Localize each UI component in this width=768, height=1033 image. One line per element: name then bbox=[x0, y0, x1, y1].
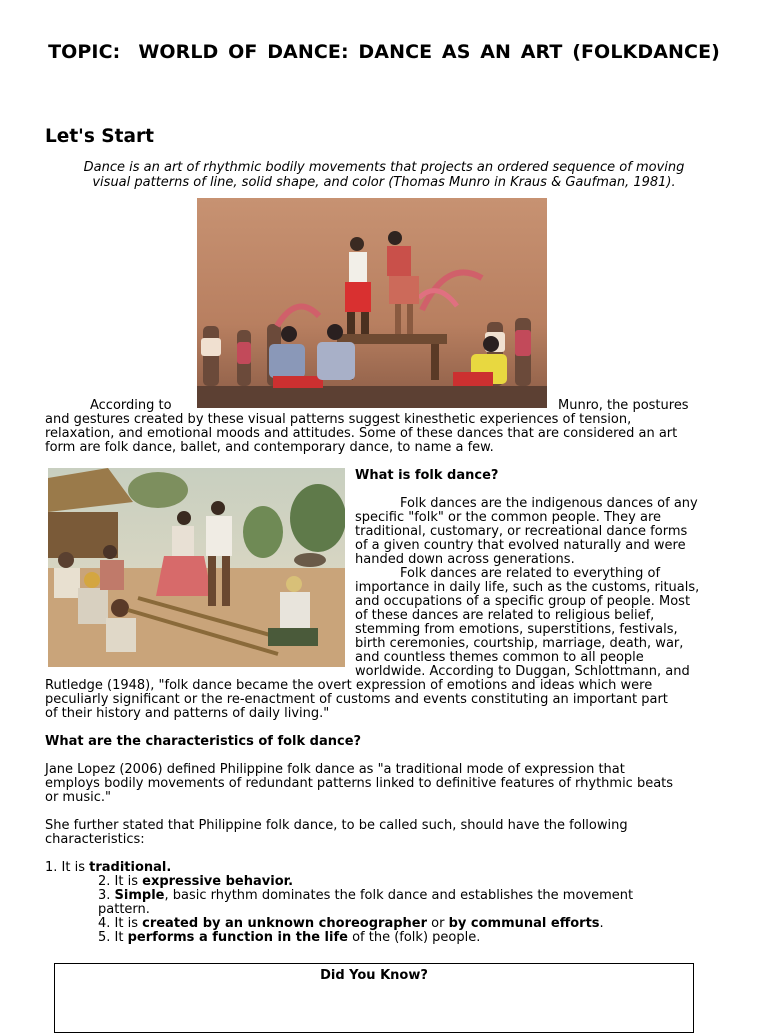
lopez-line: or music." bbox=[45, 790, 111, 805]
did-you-know-box bbox=[54, 963, 694, 1033]
characteristic-item-2: 2. It is expressive behavior. bbox=[98, 874, 294, 889]
folk-dance-painting bbox=[48, 468, 345, 667]
folk-dance-line: handed down across generations. bbox=[355, 552, 575, 567]
folk-dance-line: of these dances are related to religious belief, bbox=[355, 608, 655, 623]
intro-quote bbox=[56, 160, 712, 190]
folk-dance-line: importance in daily life, such as the customs, rituals, bbox=[355, 580, 700, 595]
munro-lead: According to bbox=[90, 398, 172, 413]
did-you-know-title: Did You Know? bbox=[320, 968, 428, 983]
folk-dance-line: Folk dances are related to everything of bbox=[400, 566, 661, 581]
intro-line: Dance is an art of rhythmic bodily movements that projects an ordered sequence of moving bbox=[83, 160, 685, 175]
folk-dance-line: specific "folk" or the common people. They are bbox=[355, 510, 662, 525]
characteristic-item-3: 3. Simple, basic rhythm dominates the folk dance and establishes the movement bbox=[98, 888, 634, 903]
folk-dance-line: stemming from emotions, superstitions, festivals, bbox=[355, 622, 678, 637]
further-line: characteristics: bbox=[45, 832, 145, 847]
page-title bbox=[0, 41, 768, 63]
folk-dance-line: and occupations of a specific group of people. Most bbox=[355, 594, 691, 609]
topic-title: WORLD OF DANCE: DANCE AS AN ART (FOLKDANCE) bbox=[138, 41, 720, 63]
folk-dance-line: peculiarly significant or the re-enactment of customs and events constituting an important part bbox=[45, 692, 668, 707]
painting-illustration bbox=[48, 468, 345, 667]
munro-line: form are folk dance, ballet, and contemporary dance, to name a few. bbox=[45, 440, 494, 455]
folk-dance-line: Rutledge (1948), "folk dance became the overt expression of emotions and ideas which were bbox=[45, 678, 653, 693]
characteristics-heading: What are the characteristics of folk dance? bbox=[45, 734, 362, 749]
characteristic-item-1: 1. It is traditional. bbox=[45, 860, 172, 875]
folk-dance-line: Folk dances are the indigenous dances of any bbox=[400, 496, 698, 511]
folk-dance-line: worldwide. According to Duggan, Schlottmann, and bbox=[355, 664, 690, 679]
munro-line: relaxation, and emotional moods and attitudes. Some of these dances that are considered an art bbox=[45, 426, 678, 441]
lopez-line: Jane Lopez (2006) defined Philippine folk dance as "a traditional mode of expression that bbox=[45, 762, 625, 777]
characteristic-item-3-continued: pattern. bbox=[98, 902, 150, 917]
characteristic-item-5: 5. It performs a function in the life of the (folk) people. bbox=[98, 930, 481, 945]
intro-line: visual patterns of line, solid shape, and color (Thomas Munro in Kraus & Gaufman, 1981). bbox=[92, 175, 676, 190]
folk-dance-stage-photo bbox=[197, 198, 547, 408]
characteristic-item-4: 4. It is created by an unknown choreographer or by communal efforts. bbox=[98, 916, 604, 931]
section-heading-lets-start: Let's Start bbox=[45, 126, 154, 147]
folk-dance-heading: What is folk dance? bbox=[355, 468, 499, 483]
topic-label: TOPIC: bbox=[48, 41, 121, 63]
folk-dance-line: birth ceremonies, courtship, marriage, death, war, bbox=[355, 636, 684, 651]
lopez-line: employs bodily movements of redundant patterns linked to definitive features of rhythmic beats bbox=[45, 776, 674, 791]
folk-dance-line: and countless themes common to all people bbox=[355, 650, 644, 665]
munro-line: and gestures created by these visual patterns suggest kinesthetic experiences of tension, bbox=[45, 412, 632, 427]
folk-dance-line: of their history and patterns of daily living." bbox=[45, 706, 330, 721]
stage-photo-illustration bbox=[197, 198, 547, 408]
further-line: She further stated that Philippine folk dance, to be called such, should have the following bbox=[45, 818, 628, 833]
folk-dance-line: of a given country that evolved naturally and were bbox=[355, 538, 686, 553]
folk-dance-line: traditional, customary, or recreational dance forms bbox=[355, 524, 688, 539]
munro-trail: Munro, the postures bbox=[558, 398, 689, 413]
